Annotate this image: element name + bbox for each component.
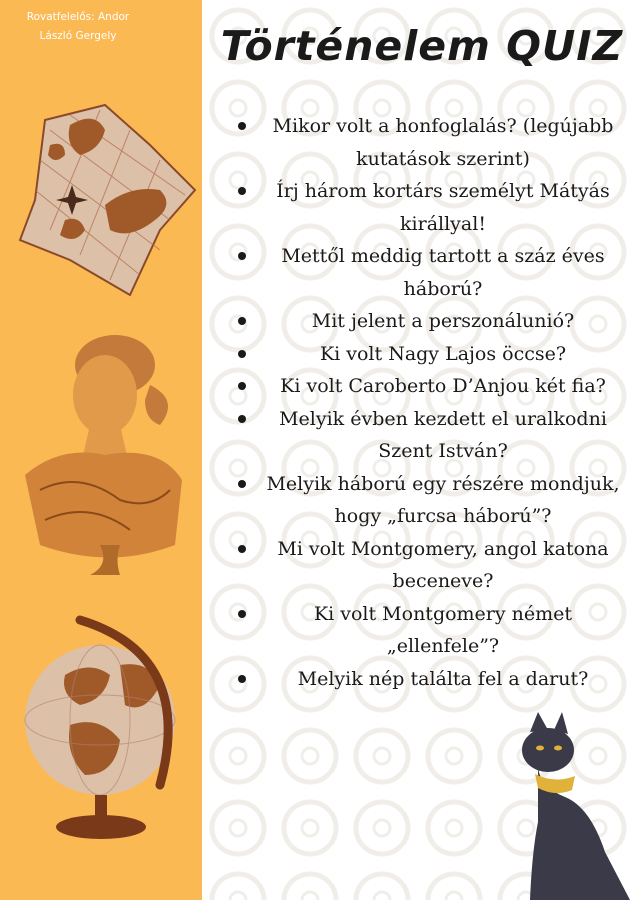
list-item: Melyik nép találta fel a darut? <box>238 663 624 696</box>
bullet-icon <box>238 317 246 325</box>
sidebar-panel <box>0 0 202 900</box>
credit-text: Rovatfelelős: Andor László Gergely <box>26 11 130 42</box>
bullet-icon <box>238 122 246 130</box>
list-item: Mi volt Montgomery, angol katona beceneve? <box>238 533 624 598</box>
globe-illustration <box>20 615 195 845</box>
list-item: Ki volt Nagy Lajos öccse? <box>238 338 624 371</box>
cat-illustration <box>510 712 636 900</box>
page-title: Történelem QUIZ <box>220 22 624 70</box>
list-item: Ki volt Caroberto D’Anjou két fia? <box>238 370 624 403</box>
bullet-icon <box>238 252 246 260</box>
bullet-icon <box>238 382 246 390</box>
bullet-icon <box>238 415 246 423</box>
bust-illustration <box>20 330 190 580</box>
list-item: Mikor volt a honfoglalás? (legújabb kutatások szerint) <box>238 110 624 175</box>
list-item: Mettől meddig tartott a száz éves háború? <box>238 240 624 305</box>
bullet-icon <box>238 187 246 195</box>
bullet-icon <box>238 480 246 488</box>
list-item: Melyik háború egy részére mondjuk, hogy „furcsa háború”? <box>238 468 624 533</box>
bullet-icon <box>238 675 246 683</box>
bullet-icon <box>238 610 246 618</box>
bullet-icon <box>238 545 246 553</box>
list-item: Ki volt Montgomery német „ellenfele”? <box>238 598 624 663</box>
list-item: Melyik évben kezdett el uralkodni Szent István? <box>238 403 624 468</box>
list-item: Mit jelent a perszonálunió? <box>238 305 624 338</box>
question-list <box>238 110 624 695</box>
map-illustration <box>10 90 200 320</box>
list-item: Írj három kortárs személyt Mátyás királlyal! <box>238 175 624 240</box>
bullet-icon <box>238 350 246 358</box>
